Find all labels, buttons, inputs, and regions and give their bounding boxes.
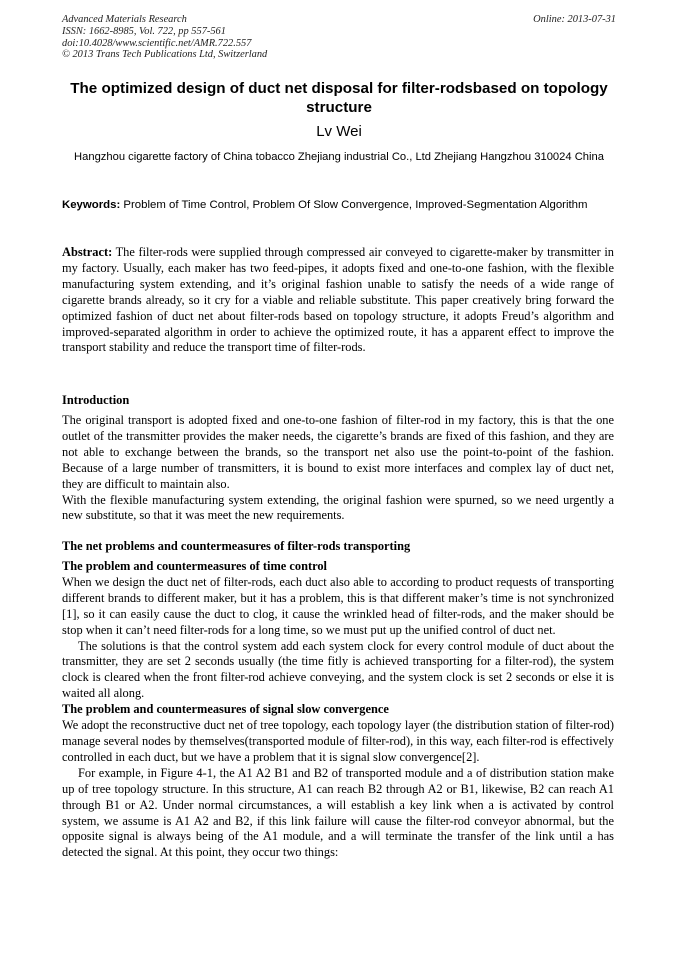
journal-header [62, 14, 616, 61]
slow-convergence-paragraph-1: We adopt the reconstructive duct net of tree topology, each topology layer (the distribution station of filter-rod) manage several nodes by themselves(transported module of filter-rod), in this way, each filter-rod is effectively controlled in each duct, but we have a problem that it is signal slow convergence[2]. [62, 718, 614, 764]
issn-line: ISSN: 1662-8985, Vol. 722, pp 557-561 [62, 25, 226, 37]
keywords-block [62, 197, 614, 213]
introduction-paragraph-2: With the flexible manufacturing system extending, the original fashion were spurned, so we need urgently a new substitute, so that it was meet the new requirements. [62, 492, 614, 523]
online-date: Online: 2013-07-31 [533, 14, 616, 25]
time-control-paragraph-1: When we design the duct net of filter-rods, each duct also able to according to product requests of transporting different brands to different maker, but it has a problem, this is that different maker’s time is not synchronized [1], so it can easily cause the duct to clog, it cause the wrinkled head of filter-rods, and the maker should be stop when it can’t need filter-rods for a long time, so we must put up the unified control of duct net. [62, 574, 614, 637]
subheading-slow-convergence: The problem and countermeasures of signal slow convergence [62, 702, 389, 717]
time-control-paragraph-2: The solutions is that the control system add each system clock for every control module of duct about the transmitter, they are set 2 seconds usually (the time fitly is achieved transporting for a filter-rod), the system clock is cleared when the front filter-rod achieve conveying, and the system clock is set 2 seconds or else it is waited all along. [62, 638, 614, 701]
journal-name: Advanced Materials Research [62, 14, 187, 25]
slow-convergence-paragraph-2: For example, in Figure 4-1, the A1 A2 B1 and B2 of transported module and a of distribution station make up of tree topology structure. In this structure, A1 can reach B2 through A2 or B1, likewise, B2 can reach A1 through B1 or A2. Under normal circumstances, a will establish a key link when a is activated by control system, we assume is A1 A2 and B2, if this link failure will cause the filter-rod conveyor abnormal, but the opposite signal is always being of the A1 module, and a will terminate the transfer of the link until a has detected the signal. At this point, they occur two things: [62, 765, 614, 860]
abstract-text: The filter-rods were supplied through compressed air conveyed to cigarette-maker by transmitter in my factory. Usually, each maker has two feed-pipes, it adopts fixed and one-to-one fashion, with the flexible manufacturing system extending, and it’s original fashion unable to satisfy the needs of a wide range of cigarette brands already, so it cry for a viable and reliable substitute. This paper creatively bring forward the optimized fashion of duct net about filter-rods based on topology structure, it adopts Freud’s algorithm and improved-separated algorithm in order to achieve the optimized route, it has a apparent effect to improve the transport stability and reduce the transport time of filter-rods. [62, 245, 615, 355]
net-problems-section [62, 559, 614, 861]
introduction-heading: Introduction [62, 393, 130, 407]
doi-line: doi:10.4028/www.scientific.net/AMR.722.557 [62, 37, 252, 49]
keywords-text: Problem of Time Control, Problem Of Slow Convergence, Improved-Segmentation Algorithm [123, 199, 588, 211]
keywords-label: Keywords: [62, 199, 121, 211]
introduction-paragraph-1: The original transport is adopted fixed and one-to-one fashion of filter-rod in my factory, this is that the one outlet of the transmitter provides the maker needs, the cigarette’s brands are fixed of this fashion, and they are not able to exchange between the brands, so the transport net also use the point-to-point of the fashion. Because of a large number of transmitters, it is bound to exist more interfaces and complex lay of duct net, they are difficult to maintain also. [62, 413, 614, 491]
abstract-block [62, 245, 614, 356]
subheading-time-control: The problem and countermeasures of time control [62, 559, 328, 573]
introduction-section [62, 413, 614, 524]
paper-title: The optimized design of duct net disposal for filter-rodsbased on topology structure [70, 80, 608, 116]
paper-author: Lv Wei [316, 123, 362, 140]
copyright-line: © 2013 Trans Tech Publications Ltd, Switzerland [62, 49, 268, 61]
author-affiliation: Hangzhou cigarette factory of China tobacco Zhejiang industrial Co., Ltd Zhejiang Hangzhou 310024 China [74, 151, 604, 163]
section-heading-net-problems: The net problems and countermeasures of filter-rods transporting [62, 539, 411, 553]
abstract-label: Abstract: [62, 245, 113, 259]
